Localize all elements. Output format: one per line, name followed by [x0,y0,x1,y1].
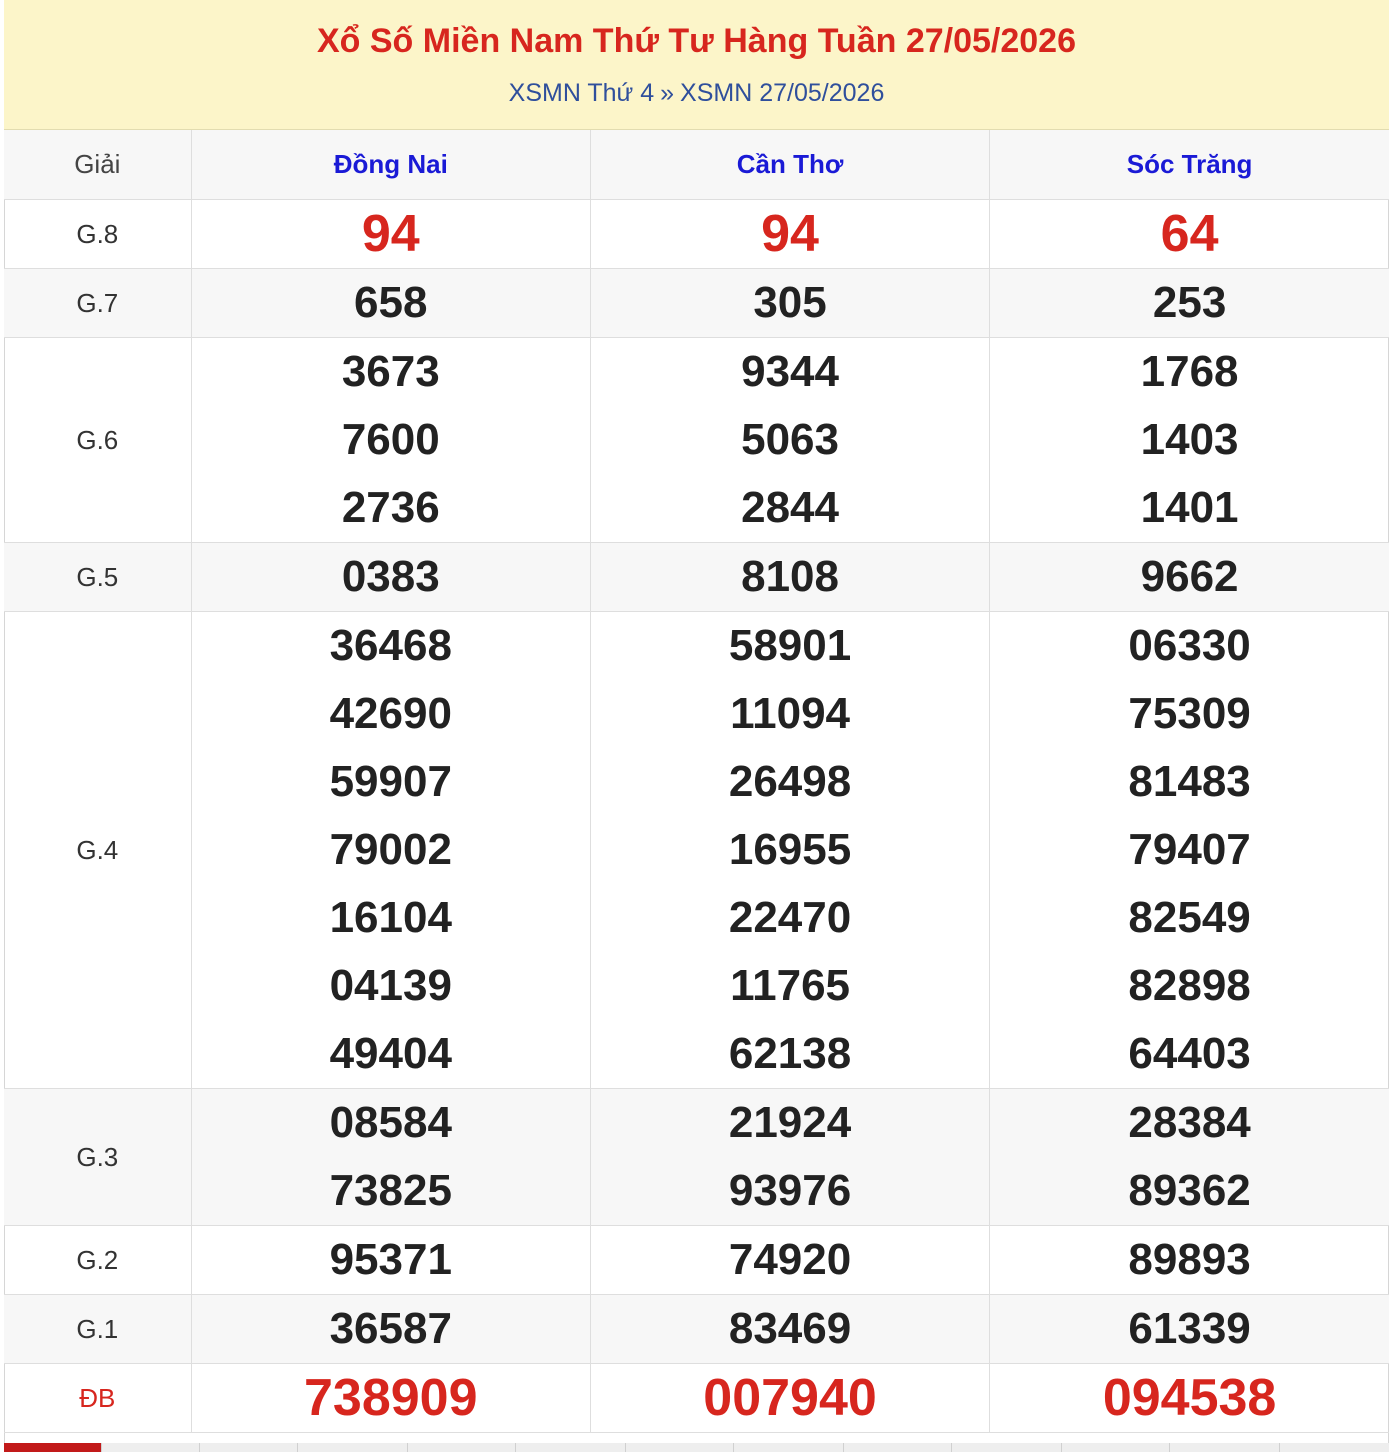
prize-label-cell [4,1089,191,1226]
prize-row-g1 [4,1295,1389,1364]
result-number: 93976 [728,1166,852,1215]
result-number: 36468 [329,621,452,670]
result-cell [191,612,590,1089]
result-cell [590,1226,989,1295]
result-number: 9344 [741,347,839,396]
result-cell [590,612,989,1089]
prize-column-header-label: Giải [74,149,121,179]
result-number: 305 [753,278,827,327]
result-cell [590,1295,989,1364]
result-cell [590,1089,989,1226]
result-number: 08584 [329,1098,452,1147]
result-number: 11094 [730,689,851,738]
result-cell [590,200,989,269]
digit-filter-tab[interactable] [626,1443,734,1452]
result-number: 89362 [1128,1166,1251,1215]
result-number: 04139 [329,961,452,1010]
result-cell [590,338,989,543]
prize-label-cell [4,269,191,338]
digit-filter-tab[interactable] [1170,1443,1280,1452]
result-number: 83469 [728,1304,852,1353]
breadcrumb-separator: » [660,79,675,107]
result-cell [990,1089,1389,1226]
result-number: 22470 [728,893,852,942]
digit-filter-tab[interactable] [298,1443,408,1452]
prize-label: G.5 [76,561,119,592]
digit-filter-tab[interactable] [102,1443,200,1452]
prize-label-cell [4,200,191,269]
prize-label: G.3 [76,1141,119,1172]
page-title: Xổ Số Miền Nam Thứ Tư Hàng Tuần 27/05/2026 [316,22,1076,60]
prize-row-g4 [4,612,1389,1089]
result-number: 79002 [329,825,452,874]
prize-label: G.8 [76,218,119,249]
prize-label-cell [4,612,191,1089]
result-cell [191,200,590,269]
prize-label: G.1 [76,1313,119,1344]
province-name: Đồng Nai [333,149,448,179]
result-number: 16955 [728,825,852,874]
result-cell [590,1364,989,1433]
prize-row-g8 [4,200,1389,269]
result-number: 8108 [741,552,839,601]
breadcrumb-link-date[interactable]: XSMN 27/05/2026 [680,79,885,107]
prize-row-g5 [4,543,1389,612]
result-number: 58901 [728,621,852,670]
province-name: Cần Thơ [736,149,844,179]
result-number: 73825 [329,1166,452,1215]
prize-label: G.2 [76,1244,119,1275]
result-cell [191,1295,590,1364]
prize-label-cell [4,1364,191,1433]
result-cell [990,1295,1389,1364]
digit-filter-tab[interactable] [408,1443,516,1452]
result-number: 95371 [329,1235,452,1284]
result-number: 94 [761,205,819,263]
result-number: 94 [361,205,420,263]
result-cell [990,200,1389,269]
result-cell [191,1089,590,1226]
prize-label-cell [4,338,191,543]
prize-row-special [4,1364,1389,1433]
result-number: 1768 [1140,347,1239,396]
prize-label: G.4 [76,834,119,865]
result-number: 0383 [341,552,440,601]
result-cell [990,1364,1389,1433]
result-number: 7600 [341,415,440,464]
result-cell [590,543,989,612]
result-cell [990,612,1389,1089]
result-number: 75309 [1128,689,1251,738]
province-header-soc-trang [990,130,1389,200]
digit-filter-tab[interactable] [734,1443,844,1452]
result-number: 658 [354,278,428,327]
result-number: 06330 [1128,621,1251,670]
result-number: 59907 [329,757,452,806]
digit-filter-tab[interactable] [952,1443,1062,1452]
prize-label-cell [4,543,191,612]
prize-label-cell [4,1226,191,1295]
result-cell [191,1226,590,1295]
breadcrumb-link-weekday[interactable]: XSMN Thứ 4 [508,79,655,107]
result-number: 2736 [341,483,440,532]
special-prize-number: 738909 [304,1369,478,1427]
result-cell [990,1226,1389,1295]
prize-label: G.7 [76,287,119,318]
special-prize-number: 094538 [1102,1369,1277,1427]
result-number: 36587 [329,1304,452,1353]
digit-filter-tab[interactable] [200,1443,298,1452]
result-number: 81483 [1128,757,1251,806]
result-cell [990,543,1389,612]
digit-filter-tab[interactable] [844,1443,952,1452]
result-number: 42690 [329,689,452,738]
result-number: 1403 [1140,415,1239,464]
result-number: 21924 [728,1098,852,1147]
result-cell [191,543,590,612]
result-number: 2844 [741,483,839,532]
result-number: 16104 [329,893,452,942]
result-cell [191,338,590,543]
special-prize-number: 007940 [703,1369,877,1427]
digit-filter-tab[interactable] [516,1443,626,1452]
result-number: 26498 [728,757,852,806]
table-header-row [4,130,1389,200]
result-cell [191,1364,590,1433]
prize-label: G.6 [76,424,119,455]
digit-filter-tab[interactable] [1062,1443,1170,1452]
result-number: 79407 [1128,825,1251,874]
result-number: 82549 [1128,893,1251,942]
result-number: 74920 [728,1235,852,1284]
result-number: 82898 [1128,961,1251,1010]
prize-column-header [4,130,191,200]
prize-row-g7 [4,269,1389,338]
result-cell [590,269,989,338]
result-number: 64403 [1128,1029,1251,1078]
result-number: 89893 [1128,1235,1251,1284]
result-number: 11765 [730,961,851,1010]
province-name: Sóc Trăng [1126,149,1253,179]
province-header-can-tho [590,130,989,200]
result-number: 9662 [1140,552,1239,601]
prize-row-g3 [4,1089,1389,1226]
result-number: 28384 [1128,1098,1251,1147]
digit-filter-tabs [4,1443,1389,1452]
prize-row-g6 [4,338,1389,543]
results-header [4,0,1389,130]
breadcrumb [4,79,1389,108]
result-cell [191,269,590,338]
result-number: 49404 [329,1029,452,1078]
digit-filter-tab-active[interactable] [4,1443,102,1452]
result-number: 64 [1160,205,1219,263]
result-number: 62138 [728,1029,852,1078]
result-cell [990,269,1389,338]
result-number: 3673 [341,347,440,396]
result-number: 5063 [741,415,839,464]
result-cell [990,338,1389,543]
prize-row-g2 [4,1226,1389,1295]
prize-label-special: ĐB [79,1382,116,1413]
province-header-dong-nai [191,130,590,200]
result-number: 61339 [1128,1304,1251,1353]
results-table [4,130,1389,1433]
prize-label-cell [4,1295,191,1364]
result-number: 253 [1152,278,1227,327]
result-number: 1401 [1140,483,1239,532]
